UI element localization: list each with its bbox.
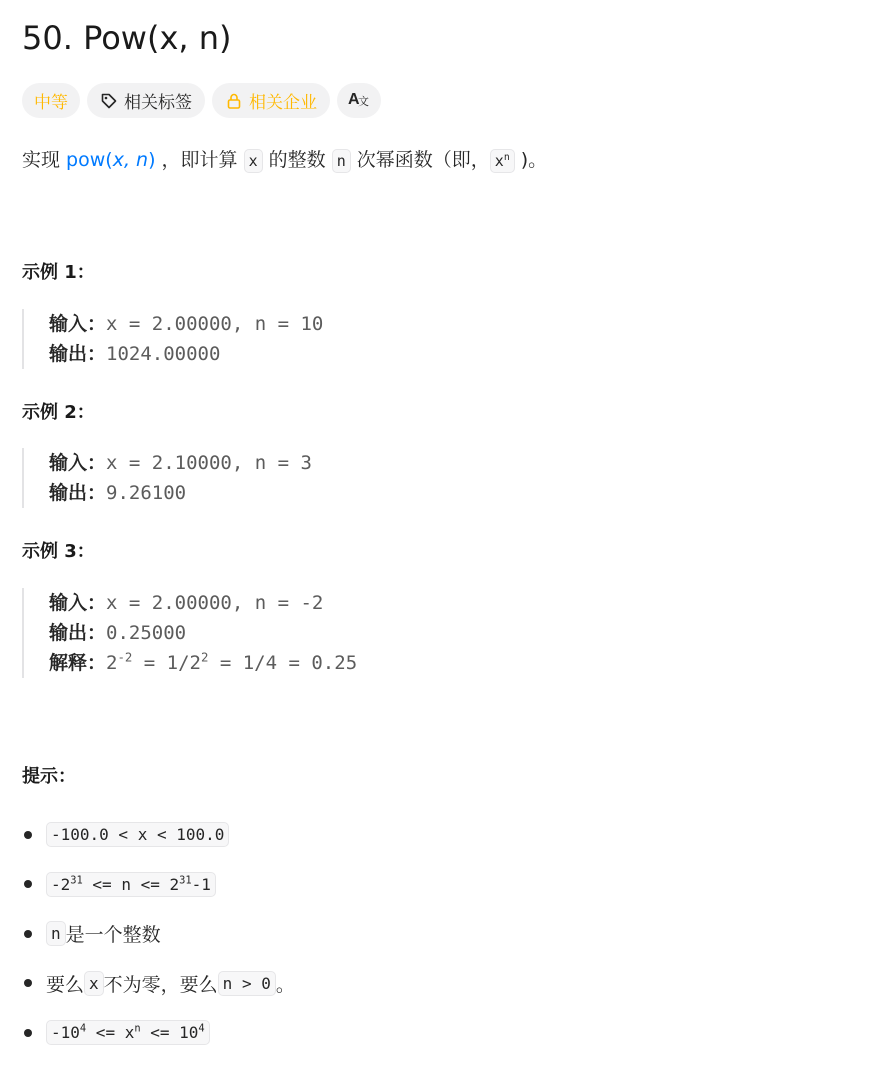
constraint-code: n > 0: [218, 971, 276, 996]
example-3-block: [22, 588, 357, 678]
list-item: [22, 860, 295, 910]
tag-bar: [22, 83, 381, 118]
constraint-code: n: [46, 921, 66, 946]
difficulty-label: 中等: [34, 93, 68, 113]
code-exponent: 31: [179, 874, 192, 887]
pow-link-close[interactable]: ): [148, 149, 156, 171]
list-item: [22, 1008, 295, 1058]
translate-button[interactable]: [337, 83, 381, 118]
input-value: x = 2.00000, n = -2: [106, 592, 324, 614]
output-value: 1024.00000: [106, 343, 221, 365]
topics-tag-label: 相关标签: [124, 93, 192, 113]
translate-icon: [348, 89, 370, 112]
code-base: x: [494, 152, 504, 170]
svg-text:A: A: [348, 91, 360, 107]
constraint-code: -100.0 < x < 100.0: [46, 822, 229, 847]
bullet-icon: [24, 1029, 32, 1037]
constraint-text: 不为零，要么: [103, 973, 218, 996]
output-value: 9.26100: [106, 482, 187, 504]
example-1-block: [22, 309, 323, 369]
pow-link-x[interactable]: x: [112, 149, 124, 171]
example-2-block: [22, 448, 312, 508]
constraint-code: [46, 872, 216, 897]
input-value: x = 2.00000, n = 10: [106, 313, 324, 335]
statement-text: )。: [514, 149, 548, 171]
explain-exponent: 2: [200, 650, 209, 665]
bullet-icon: [24, 880, 32, 888]
pow-link[interactable]: [66, 149, 155, 171]
output-label: 输出：: [49, 482, 107, 504]
code-exponent: 4: [79, 1022, 87, 1035]
explain-exponent: -2: [117, 650, 133, 665]
input-label: 输入：: [49, 592, 107, 614]
bullet-icon: [24, 979, 32, 987]
bullet-icon: [24, 930, 32, 938]
svg-text:文: 文: [358, 95, 369, 107]
list-item: [22, 810, 295, 860]
constraints-heading: 提示：: [22, 766, 76, 787]
difficulty-badge: [22, 83, 80, 118]
code-part: -10: [51, 1023, 80, 1043]
problem-statement: [22, 143, 547, 178]
problem-title: 50. Pow(x, n): [22, 19, 232, 57]
code-x: x: [244, 149, 263, 173]
code-exponent: 31: [70, 874, 83, 887]
constraint-code: x: [84, 971, 104, 996]
code-part: <= n <= 2: [82, 874, 180, 894]
constraint-text: 是一个整数: [65, 924, 161, 947]
pow-link-n[interactable]: n: [136, 149, 149, 171]
statement-text: ，即计算: [155, 149, 244, 171]
input-label: 输入：: [49, 452, 107, 474]
code-part: <= 10: [140, 1023, 199, 1043]
code-exponent: n: [503, 152, 510, 163]
example-2-heading: 示例 2：: [22, 402, 95, 423]
list-item: [22, 909, 295, 959]
constraint-code: [46, 1020, 210, 1045]
pow-link-text[interactable]: pow(: [66, 149, 113, 171]
example-1-heading: 示例 1：: [22, 262, 95, 283]
explain-part: = 1/2: [132, 652, 201, 674]
lock-icon: [225, 92, 243, 110]
input-value: x = 2.10000, n = 3: [106, 452, 312, 474]
code-part: -2: [51, 874, 71, 894]
output-label: 输出：: [49, 622, 107, 644]
code-part: <= x: [86, 1023, 135, 1043]
code-exponent: n: [134, 1022, 141, 1035]
statement-text: 实现: [22, 149, 67, 171]
output-value: 0.25000: [106, 622, 187, 644]
statement-text: 的整数: [262, 149, 332, 171]
constraint-text: 。: [275, 973, 295, 996]
statement-text: 次幂函数（即，: [350, 149, 490, 171]
explain-part: 2: [106, 652, 118, 674]
constraints-list: [22, 810, 295, 1058]
tag-icon: [100, 92, 118, 110]
list-item: [22, 959, 295, 1009]
constraint-text: 要么: [46, 973, 85, 996]
example-3-heading: 示例 3：: [22, 541, 95, 562]
input-label: 输入：: [49, 313, 107, 335]
code-n: n: [332, 149, 351, 173]
pow-link-comma[interactable]: ,: [123, 149, 137, 171]
code-exponent: 4: [198, 1022, 205, 1035]
companies-tag-label: 相关企业: [249, 93, 317, 113]
code-part: -1: [191, 874, 211, 894]
topics-tag-button[interactable]: [87, 83, 205, 118]
bullet-icon: [24, 831, 32, 839]
output-label: 输出：: [49, 343, 107, 365]
companies-tag-button[interactable]: [212, 83, 330, 118]
explain-part: = 1/4 = 0.25: [208, 652, 358, 674]
explain-value: [106, 652, 357, 674]
explain-label: 解释：: [49, 652, 107, 674]
code-x-power-n: [490, 149, 515, 173]
